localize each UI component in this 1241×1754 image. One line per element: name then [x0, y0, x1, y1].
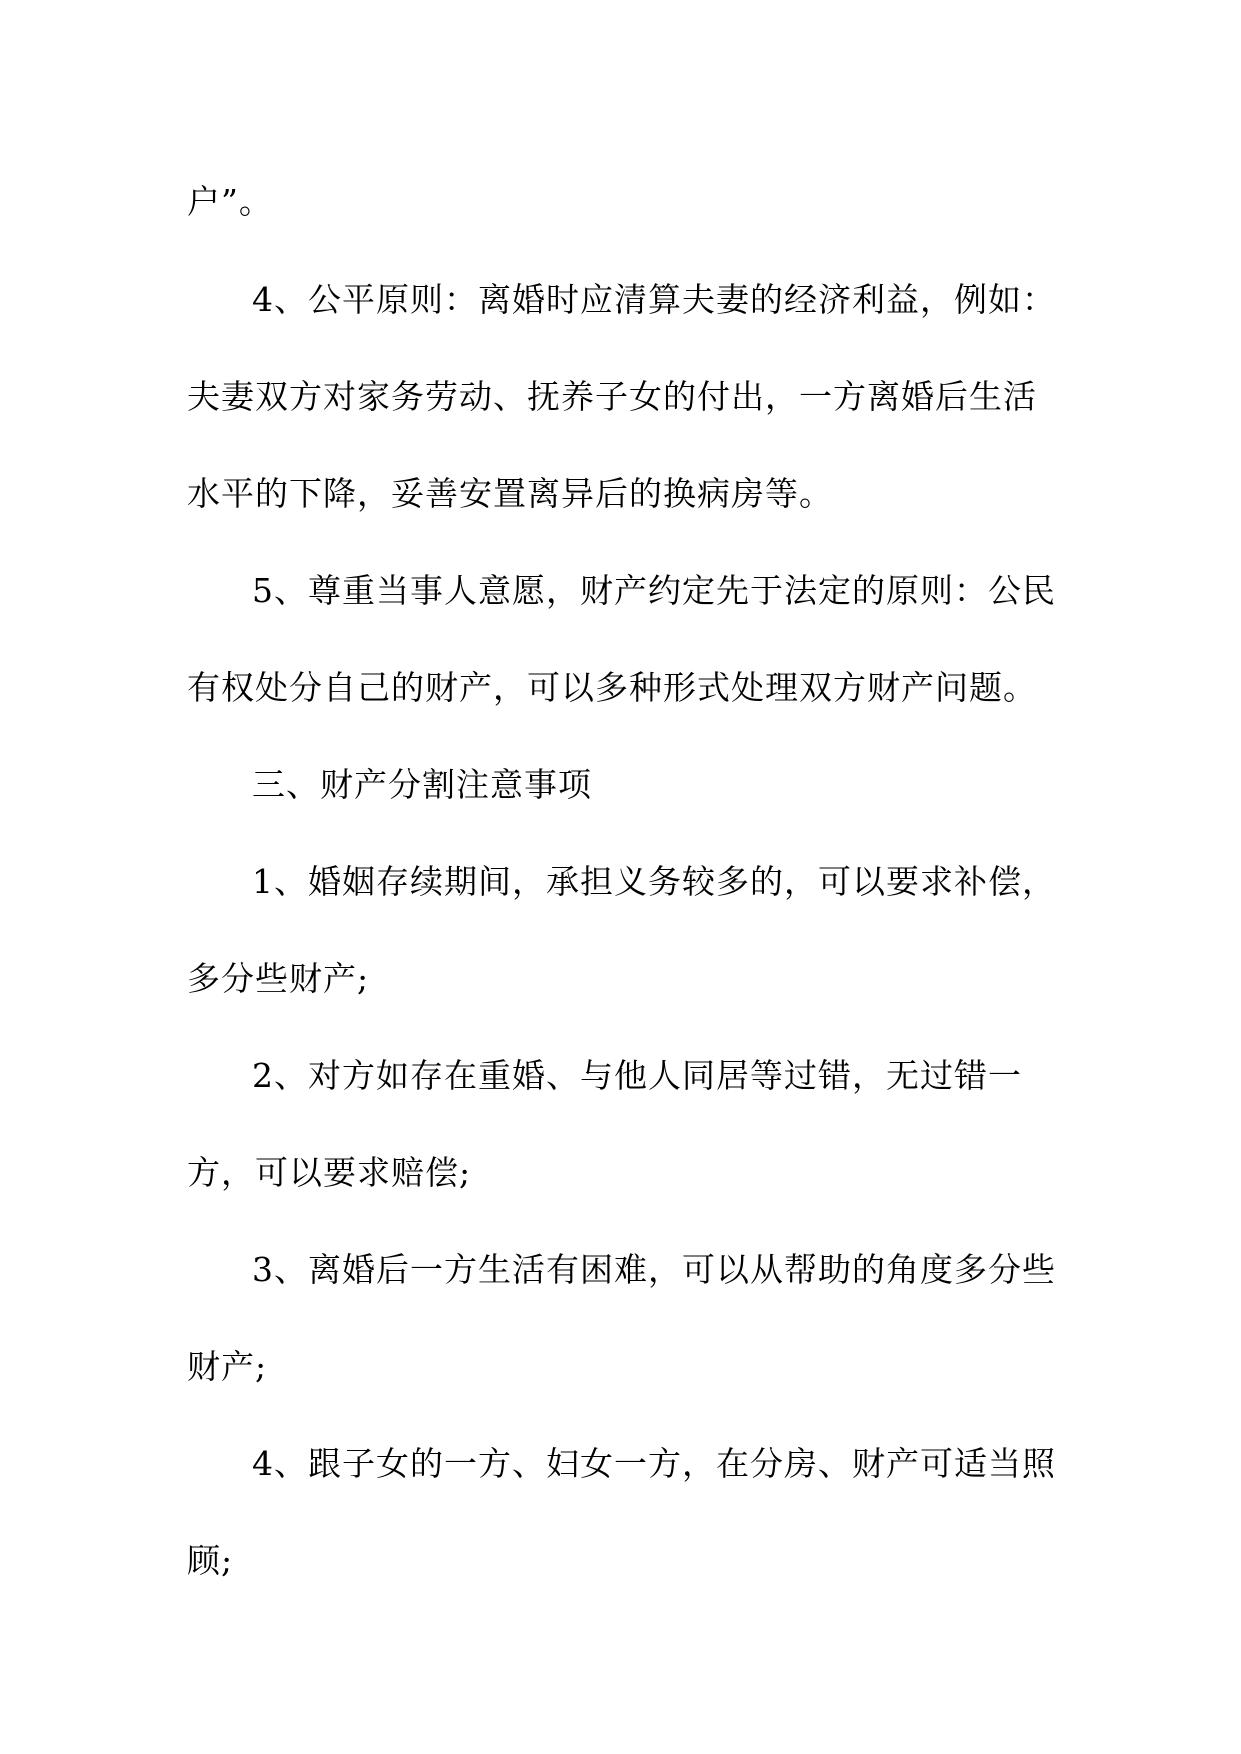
item-3-line-1: 3、离婚后一方生活有困难，可以从帮助的角度多分些: [252, 1250, 1056, 1289]
paragraph-principle-4-line-2: 夫妻双方对家务劳动、抚养子女的付出，一方离婚后生活: [187, 377, 1037, 416]
item-2-line-1: 2、对方如存在重婚、与他人同居等过错，无过错一: [252, 1056, 1022, 1095]
item-3-line-2: 财产;: [187, 1347, 268, 1386]
paragraph-principle-5-line-1: 5、尊重当事人意愿，财产约定先于法定的原则：公民: [252, 571, 1056, 610]
item-4-line-2: 顾;: [187, 1541, 234, 1580]
item-2-line-2: 方，可以要求赔偿;: [187, 1153, 472, 1192]
item-1-line-1: 1、婚姻存续期间，承担义务较多的，可以要求补偿，: [252, 862, 1056, 901]
section-heading: 三、财产分割注意事项: [252, 765, 592, 804]
text-line-continuation: 户”。: [187, 182, 273, 221]
item-4-line-1: 4、跟子女的一方、妇女一方，在分房、财产可适当照: [252, 1444, 1056, 1483]
item-1-line-2: 多分些财产;: [187, 959, 370, 998]
paragraph-principle-4-line-3: 水平的下降，妥善安置离异后的换病房等。: [187, 474, 833, 513]
paragraph-principle-4-line-1: 4、公平原则：离婚时应清算夫妻的经济利益，例如：: [252, 280, 1056, 319]
paragraph-principle-5-line-2: 有权处分自己的财产，可以多种形式处理双方财产问题。: [187, 668, 1037, 707]
